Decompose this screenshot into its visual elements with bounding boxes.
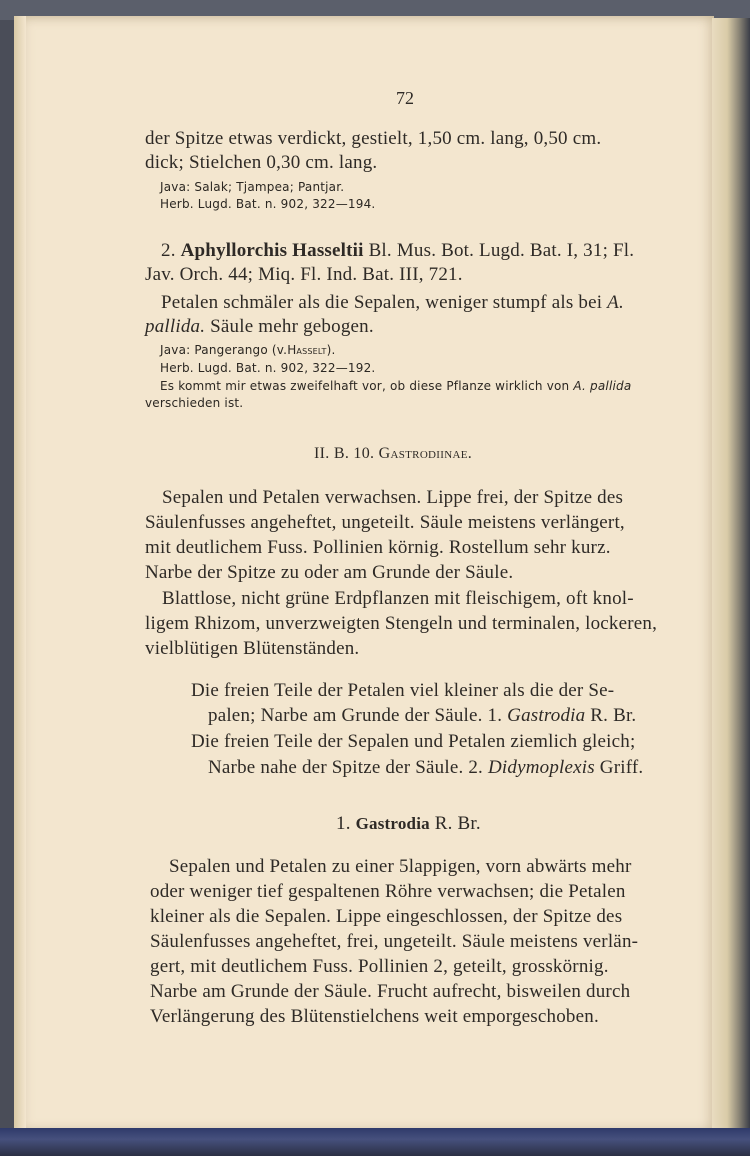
- genus-heading: [336, 813, 481, 835]
- text-span: Griff.: [599, 757, 644, 778]
- paragraph-line: mit deutlichem Fuss. Pollinien körnig. Rostellum sehr kurz.: [145, 537, 611, 558]
- paragraph-line: ligem Rhizom, unverzweigten Stengeln und terminalen, lockeren,: [145, 613, 658, 634]
- species-name: Aphyllorchis Hasseltii: [180, 240, 364, 261]
- text-span: Java: Pangerango (v.: [160, 343, 288, 357]
- herbarium-note: Herb. Lugd. Bat. n. 902, 322—192.: [160, 361, 376, 375]
- section-heading: [314, 445, 472, 463]
- paragraph-line: kleiner als die Sepalen. Lippe eingeschlossen, der Spitze des: [150, 906, 623, 927]
- italic-span: pallida.: [145, 316, 206, 337]
- text-line: [161, 292, 624, 314]
- paragraph-line: Säulenfusses angeheftet, frei, ungeteilt. Säule meistens verlän-: [150, 931, 639, 952]
- footnote-line: verschieden ist.: [145, 396, 244, 410]
- species-reference: Bl. Mus. Bot. Lugd. Bat. I, 31; Fl.: [368, 240, 635, 261]
- page-gutter: [14, 16, 26, 1132]
- book-edge-bottom: [0, 1128, 750, 1156]
- text-span: Es kommt mir etwas zweifelhaft vor, ob diese Pflanze wirklich von: [160, 379, 570, 393]
- genus-number: 1.: [336, 813, 351, 834]
- italic-span: A. pallida: [573, 379, 632, 393]
- text-line: dick; Stielchen 0,30 cm. lang.: [145, 152, 378, 173]
- genus-author: R. Br.: [434, 813, 481, 834]
- paragraph-line: Narbe der Spitze zu oder am Grunde der Säule.: [145, 562, 514, 583]
- species-entry-heading: [161, 240, 634, 262]
- key-line: Die freien Teile der Petalen viel kleiner als die der Se-: [191, 680, 615, 701]
- paragraph-line: oder weniger tief gespaltenen Röhre verwachsen; die Petalen: [150, 881, 626, 902]
- text-line: [145, 316, 374, 338]
- paragraph-line: vielblütigen Blütenständen.: [145, 638, 360, 659]
- text-line: Jav. Orch. 44; Miq. Fl. Ind. Bat. III, 721.: [145, 264, 463, 285]
- genus-name: Gastrodia: [507, 705, 586, 726]
- herbarium-note: Herb. Lugd. Bat. n. 902, 322—194.: [160, 197, 376, 211]
- text-span: Petalen schmäler als die Sepalen, weniger stumpf als bei: [161, 292, 603, 313]
- footnote-line: [160, 379, 631, 393]
- page-number: 72: [396, 88, 414, 108]
- text-line: der Spitze etwas verdickt, gestielt, 1,50 cm. lang, 0,50 cm.: [145, 128, 602, 149]
- locality-note: [160, 343, 335, 357]
- key-line: Die freien Teile der Sepalen und Petalen ziemlich gleich;: [191, 731, 636, 752]
- paragraph-line: Sepalen und Petalen verwachsen. Lippe frei, der Spitze des: [162, 487, 624, 508]
- section-title: Gastrodiinae.: [378, 445, 473, 462]
- text-span: R. Br.: [590, 705, 637, 726]
- text-span: palen; Narbe am Grunde der Säule. 1.: [208, 705, 503, 726]
- locality-note: Java: Salak; Tjampea; Pantjar.: [160, 180, 345, 194]
- genus-title: Gastrodia: [355, 814, 430, 833]
- italic-span: A.: [607, 292, 624, 313]
- key-line: [208, 705, 636, 727]
- collector-name: Hasselt: [287, 343, 327, 357]
- paragraph-line: Blattlose, nicht grüne Erdpflanzen mit fleischigem, oft knol-: [162, 588, 634, 609]
- genus-name: Didymoplexis: [487, 757, 595, 778]
- text-span: Narbe nahe der Spitze der Säule. 2.: [208, 757, 484, 778]
- key-line: [208, 757, 643, 779]
- book-edge-right: [712, 18, 750, 1138]
- text-span: Säule mehr gebogen.: [210, 316, 374, 337]
- paragraph-line: gert, mit deutlichem Fuss. Pollinien 2, geteilt, grosskörnig.: [150, 956, 609, 977]
- paragraph-line: Säulenfusses angeheftet, ungeteilt. Säule meistens verlängert,: [145, 512, 625, 533]
- paragraph-line: Verlängerung des Blütenstielchens weit emporgeschoben.: [150, 1006, 599, 1027]
- section-number: II. B. 10.: [314, 445, 375, 462]
- paragraph-line: Sepalen und Petalen zu einer 5lappigen, vorn abwärts mehr: [169, 856, 632, 877]
- species-number: 2.: [161, 240, 176, 261]
- text-span: ).: [326, 343, 336, 357]
- paragraph-line: Narbe am Grunde der Säule. Frucht aufrecht, bisweilen durch: [150, 981, 631, 1002]
